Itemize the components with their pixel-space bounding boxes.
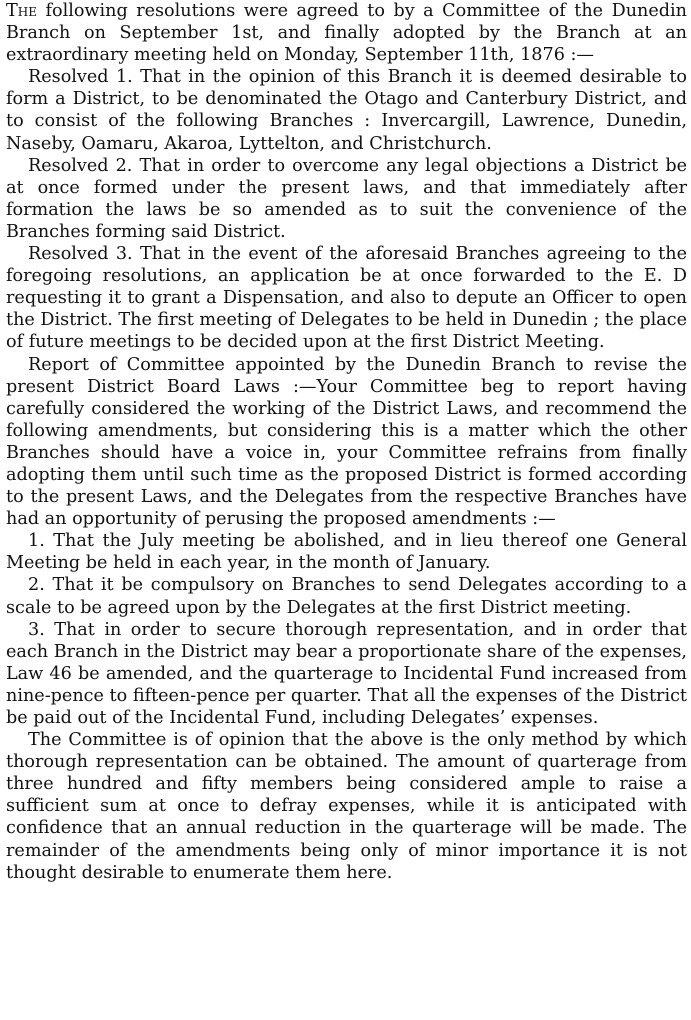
resolution-paragraph-3: Resolved 3. That in the event of the aforesaid Branches agreeing to the foregoing resolutions, an application be at once forwarded to the E. D requesting it to grant a Dispensation, and also to depute an Officer to open the District. The first meeting of Delegates to be held in Dunedin ; the place of future meetings to be decided upon at the first District Meeting. (6, 244, 687, 353)
amendment-paragraph-2: 2. That it be compulsory on Branches to send Delegates according to a scale to be agreed upon by the Delegates at the first District meeting. (6, 575, 687, 618)
amendment-paragraph-1: 1. That the July meeting be abolished, and in lieu thereof one General Meeting be held in each year, in the month of January. (6, 531, 687, 574)
amendment-paragraph-3: 3. That in order to secure thorough representation, and in order that each Branch in the District may bear a proportionate share of the expenses, Law 46 be amended, and the quarterage to Incidental Fund increased from nine-pence to fifteen-pence per quarter. That all the expenses of the District be paid out of the Incidental Fund, including Delegates’ expenses. (6, 619, 687, 728)
article-column (6, 0, 687, 884)
intro-lead-word: The (6, 1, 37, 21)
conclusion-paragraph: The Committee is of opinion that the above is the only method by which thorough representation can be obtained. The amount of quarterage from three hundred and fifty members being considered ample to raise a sufficient sum at once to defray expenses, while it is anticipated with confidence that an annual reduction in the quarterage will be made. The remainder of the amendments being only of minor importance it is not thought desirable to enumerate them here. (6, 730, 687, 883)
resolution-paragraph-1: Resolved 1. That in the opinion of this Branch it is deemed desirable to form a District, to be denominated the Otago and Canterbury District, and to consist of the following Branches : Invercargill, Lawrence, Dunedin, Naseby, Oamaru, Akaroa, Lyttelton, and Christchurch. (6, 67, 687, 154)
intro-paragraph (6, 0, 687, 66)
intro-text: following resolutions were agreed to by a Committee of the Dunedin Branch on September 1st, and finally adopted by the Branch at an extraordinary meeting held on Monday, September 11th, 1876 :— (6, 1, 687, 66)
report-paragraph: Report of Committee appointed by the Dunedin Branch to revise the present District Board Laws :—Your Committee beg to report having carefully considered the working of the District Laws, and recommend the following amendments, but considering this is a matter which the other Branches should have a voice in, your Committee refrains from finally adopting them until such time as the proposed District is formed according to the present Laws, and the Delegates from the respective Branches have had an opportunity of perusing the proposed amendments :— (6, 354, 687, 530)
resolution-paragraph-2: Resolved 2. That in order to overcome any legal objections a District be at once formed under the present laws, and that immediately after formation the laws be so amended as to suit the convenience of the Branches forming said District. (6, 155, 687, 242)
